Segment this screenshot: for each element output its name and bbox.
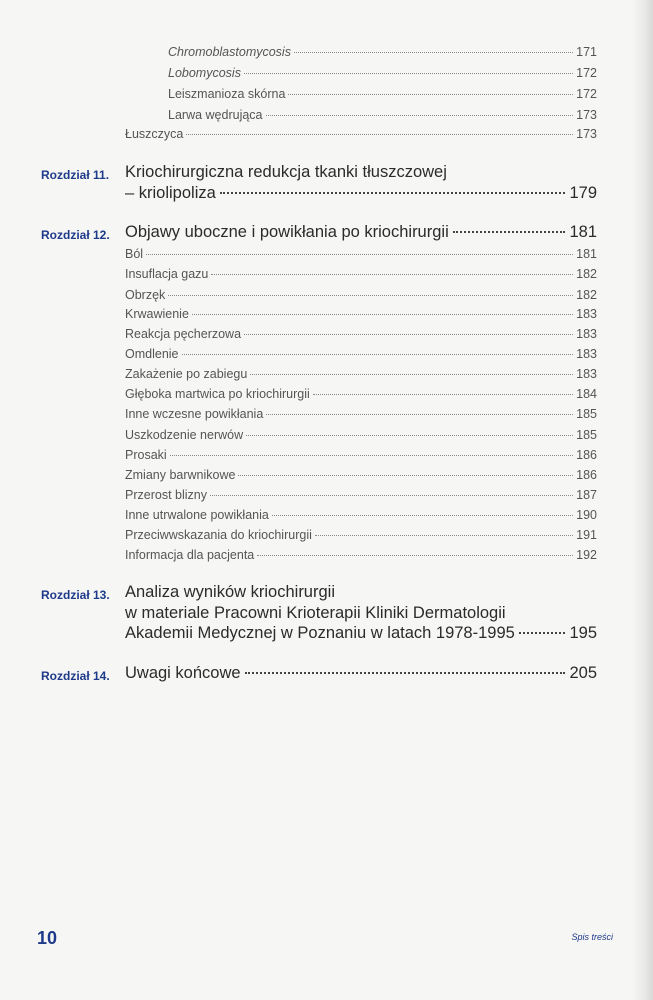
- toc-entry: [125, 407, 597, 421]
- toc-entry-page: 186: [576, 468, 597, 482]
- toc-entry-title: Obrzęk: [125, 288, 166, 302]
- toc-entry-title: Reakcja pęcherzowa: [125, 327, 242, 341]
- toc-entry: [168, 45, 597, 59]
- toc-entry: [125, 488, 597, 502]
- toc-entry: [125, 387, 597, 401]
- toc-entry-page: 171: [576, 45, 597, 59]
- dot-leader: [519, 632, 566, 634]
- toc-entry: [125, 347, 597, 361]
- toc-entry-title: Zmiany barwnikowe: [125, 468, 236, 482]
- toc-entry-page: 186: [576, 448, 597, 462]
- chapter-title-line: [125, 664, 597, 683]
- toc-entry: [125, 267, 597, 281]
- toc-entry: [125, 127, 597, 141]
- toc-entry-page: 187: [576, 488, 597, 502]
- dot-leader: [186, 134, 573, 135]
- book-spine-shadow: [631, 0, 653, 1000]
- toc-entry: [125, 247, 597, 261]
- toc-entry: [125, 548, 597, 562]
- chapter-label: Rozdział 12.: [41, 228, 110, 242]
- toc-entry-title: Informacja dla pacjenta: [125, 548, 255, 562]
- toc-entry-title: Uszkodzenie nerwów: [125, 428, 244, 442]
- dot-leader: [257, 555, 573, 556]
- chapter-title: w materiale Pracowni Krioterapii Kliniki Dermatologii: [125, 604, 506, 622]
- chapter-page: 195: [569, 624, 597, 642]
- chapter-title: Akademii Medycznej w Poznaniu w latach 1978-1995: [125, 624, 515, 642]
- dot-leader: [288, 94, 573, 95]
- toc-entry-page: 185: [576, 407, 597, 421]
- chapter-title: Uwagi końcowe: [125, 664, 241, 682]
- toc-entry-page: 182: [576, 288, 597, 302]
- toc-entry-title: Larwa wędrująca: [168, 108, 263, 122]
- dot-leader: [182, 354, 574, 355]
- chapter-label: Rozdział 14.: [41, 669, 110, 683]
- toc-entry-page: 181: [576, 247, 597, 261]
- toc-entry-title: Inne wczesne powikłania: [125, 407, 264, 421]
- toc-entry-title: Przerost blizny: [125, 488, 207, 502]
- toc-entry-title: Leiszmanioza skórna: [168, 87, 286, 101]
- toc-entry-page: 185: [576, 428, 597, 442]
- dot-leader: [245, 672, 566, 674]
- chapter-label: Rozdział 13.: [41, 588, 110, 602]
- dot-leader: [210, 495, 573, 496]
- dot-leader: [266, 115, 574, 116]
- chapter-title: – kriolipoliza: [125, 184, 216, 202]
- chapter-page: 205: [569, 664, 597, 682]
- chapter-title-last-line: [125, 184, 597, 203]
- toc-entry: [125, 428, 597, 442]
- dot-leader: [453, 231, 566, 233]
- toc-entry-title: Przeciwwskazania do kriochirurgii: [125, 528, 312, 542]
- chapter-title-line: [125, 223, 597, 242]
- toc-entry-title: Omdlenie: [125, 347, 179, 361]
- chapter-title: Kriochirurgiczna redukcja tkanki tłuszczowej: [125, 163, 447, 181]
- dot-leader: [244, 334, 573, 335]
- dot-leader: [192, 314, 573, 315]
- toc-entry-title: Ból: [125, 247, 144, 261]
- dot-leader: [220, 192, 566, 194]
- chapter-label: Rozdział 11.: [41, 168, 110, 182]
- chapter-title: Analiza wyników kriochirurgii: [125, 583, 335, 601]
- toc-entry: [125, 528, 597, 542]
- page-number: 10: [37, 928, 58, 948]
- toc-entry: [125, 327, 597, 341]
- toc-entry-title: Łuszczyca: [125, 127, 184, 141]
- chapter-page: 179: [569, 184, 597, 202]
- toc-entry-title: Chromoblastomycosis: [168, 45, 291, 59]
- dot-leader: [250, 374, 573, 375]
- toc-entry-page: 183: [576, 367, 597, 381]
- chapter-page: 181: [569, 223, 597, 241]
- toc-entry-page: 172: [576, 87, 597, 101]
- toc-entry-page: 183: [576, 307, 597, 321]
- dot-leader: [315, 535, 573, 536]
- toc-entry: [125, 448, 597, 462]
- toc-entry: [125, 367, 597, 381]
- dot-leader: [244, 73, 573, 74]
- dot-leader: [168, 295, 573, 296]
- toc-entry: [125, 288, 597, 302]
- dot-leader: [266, 414, 573, 415]
- running-title: Spis treści: [571, 932, 613, 942]
- toc-entry-title: Krwawienie: [125, 307, 189, 321]
- toc-entry-page: 172: [576, 66, 597, 80]
- toc-entry: [125, 468, 597, 482]
- chapter-title-last-line: [125, 624, 597, 643]
- chapter-title: Objawy uboczne i powikłania po kriochirurgii: [125, 223, 449, 241]
- dot-leader: [238, 475, 573, 476]
- dot-leader: [211, 274, 573, 275]
- dot-leader: [294, 52, 573, 53]
- dot-leader: [272, 515, 573, 516]
- toc-entry-title: Zakażenie po zabiegu: [125, 367, 248, 381]
- toc-entry-page: 192: [576, 548, 597, 562]
- toc-entry-page: 173: [576, 127, 597, 141]
- toc-entry-page: 182: [576, 267, 597, 281]
- toc-entry: [168, 108, 597, 122]
- toc-entry-title: Insuflacja gazu: [125, 267, 209, 281]
- toc-entry: [125, 508, 597, 522]
- toc-entry-page: 173: [576, 108, 597, 122]
- toc-entry-page: 183: [576, 347, 597, 361]
- toc-entry-page: 190: [576, 508, 597, 522]
- toc-entry-page: 191: [576, 528, 597, 542]
- dot-leader: [246, 435, 573, 436]
- toc-entry-page: 183: [576, 327, 597, 341]
- dot-leader: [146, 254, 573, 255]
- toc-entry-page: 184: [576, 387, 597, 401]
- toc-entry: [168, 87, 597, 101]
- toc-entry: [125, 307, 597, 321]
- dot-leader: [313, 394, 573, 395]
- dot-leader: [170, 455, 573, 456]
- toc-entry-title: Inne utrwalone powikłania: [125, 508, 269, 522]
- toc-entry: [168, 66, 597, 80]
- toc-entry-title: Głęboka martwica po kriochirurgii: [125, 387, 310, 401]
- toc-entry-title: Lobomycosis: [168, 66, 241, 80]
- toc-entry-title: Prosaki: [125, 448, 167, 462]
